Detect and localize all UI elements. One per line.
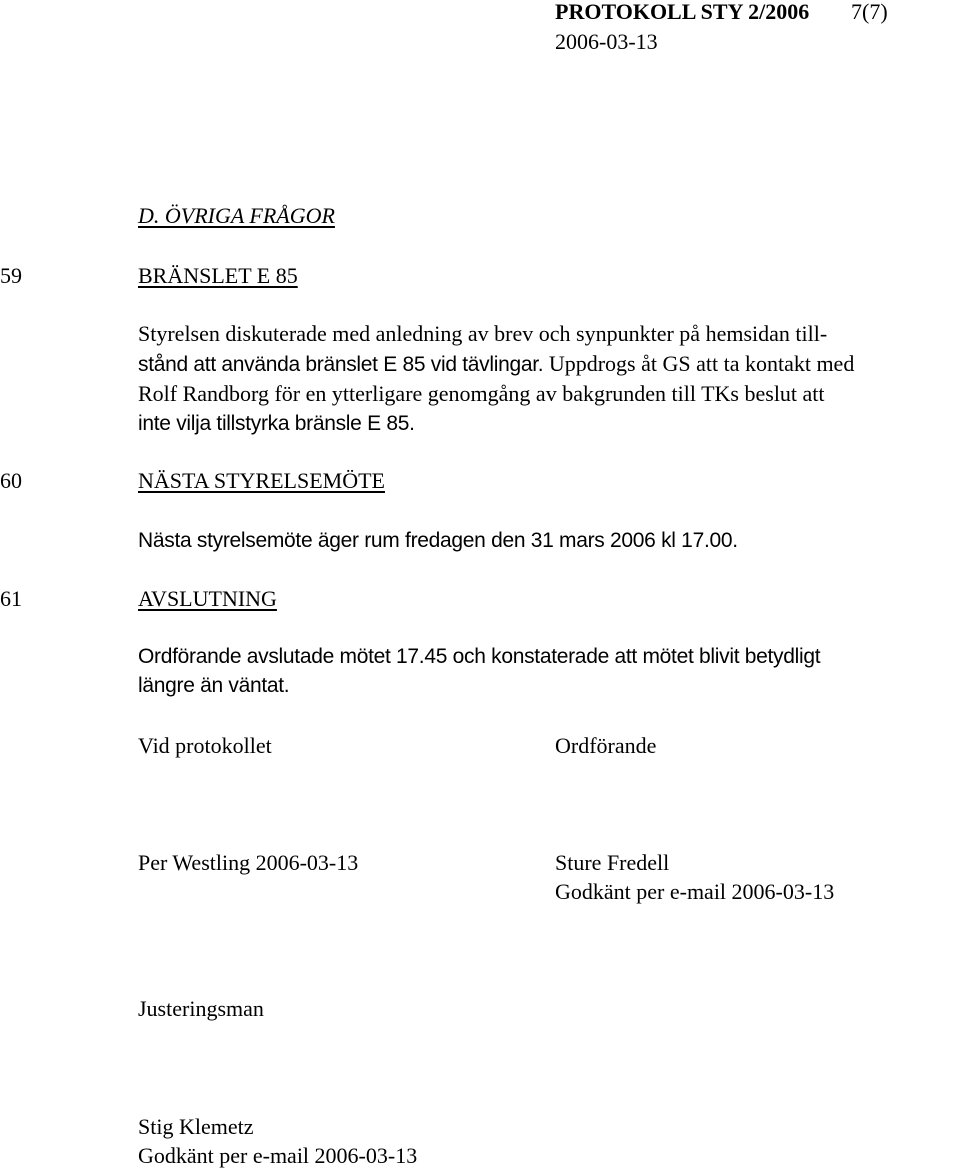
signature-left-name: Per Westling 2006-03-13: [138, 850, 359, 875]
item-title: BRÄNSLET E 85: [138, 263, 298, 288]
item-text-line: längre än väntat.: [138, 674, 290, 697]
item-number: 60: [0, 468, 22, 493]
item-text-line: Rolf Randborg för en ytterligare genomgång av bakgrunden till TKs beslut att: [138, 381, 825, 406]
item-text-line: [138, 349, 854, 380]
item-text-line: inte vilja tillstyrka bränsle E 85.: [138, 412, 415, 435]
item-title: AVSLUTNING: [138, 586, 277, 611]
section-heading: D. ÖVRIGA FRÅGOR: [138, 203, 335, 228]
item-number: 61: [0, 586, 22, 611]
item-text-segment: Uppdrogs åt GS att ta kontakt med: [543, 351, 855, 376]
item-title: NÄSTA STYRELSEMÖTE: [138, 468, 385, 493]
signature-right-name: Sture Fredell: [555, 850, 670, 875]
item-text-line: Ordförande avslutade mötet 17.45 och konstaterade att mötet blivit betydligt: [138, 645, 821, 668]
header-date: 2006-03-13: [555, 29, 658, 54]
item-number: 59: [0, 263, 22, 288]
signature-right-approval: Godkänt per e-mail 2006-03-13: [555, 879, 835, 904]
adjuster-name: Stig Klemetz: [138, 1114, 254, 1139]
signature-left-heading: Vid protokollet: [138, 733, 272, 758]
adjuster-heading: Justeringsman: [138, 996, 264, 1021]
signature-right-heading: Ordförande: [555, 733, 657, 758]
item-text-segment: stånd att använda bränslet E 85 vid tävlingar.: [138, 353, 544, 376]
document-title: PROTOKOLL STY 2/2006: [555, 0, 810, 24]
page-number: 7(7): [851, 0, 888, 24]
item-text-line: Styrelsen diskuterade med anledning av brev och synpunkter på hemsidan till-: [138, 321, 828, 346]
adjuster-approval: Godkänt per e-mail 2006-03-13: [138, 1143, 418, 1168]
item-text-line: Nästa styrelsemöte äger rum fredagen den 31 mars 2006 kl 17.00.: [138, 529, 738, 552]
